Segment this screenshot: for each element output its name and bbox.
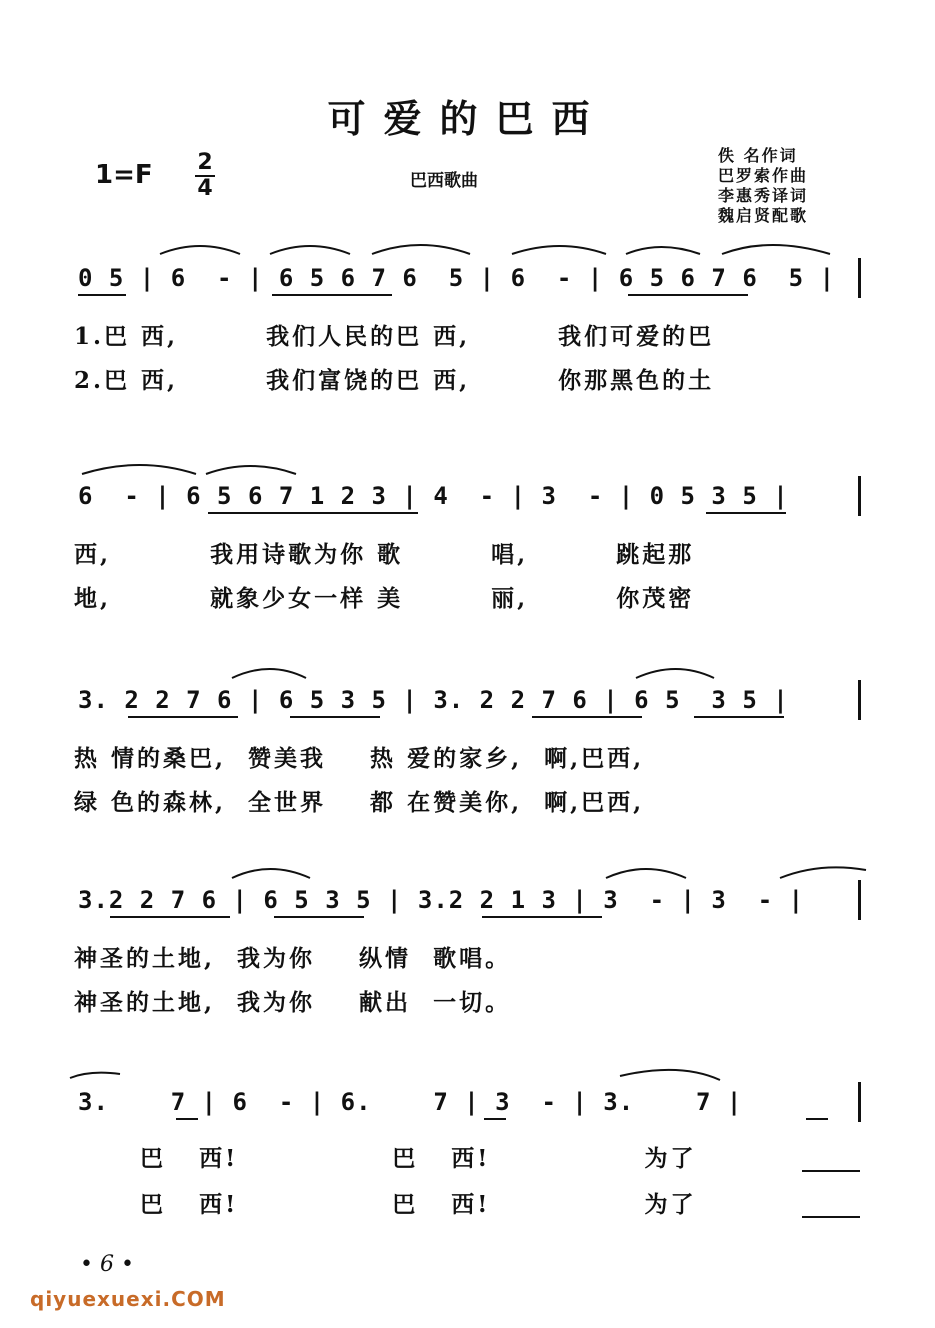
- system-2-lyric-verse-1: 西, 我用诗歌为你 歌 唱, 跳起那: [74, 541, 695, 568]
- system-3-lyric-verse-1: 热 情的桑巴, 赞美我 热 爱的家乡, 啊,巴西,: [74, 745, 645, 772]
- system-1-notes: 0 5 | 6 - | 6 5 6 7 6 5 | 6 - | 6 5 6 7 6 5 |: [78, 264, 836, 292]
- song-title: 可爱的巴西: [327, 96, 608, 141]
- system-3-lyric-verse-2: 绿 色的森林, 全世界 都 在赞美你, 啊,巴西,: [74, 789, 645, 816]
- system-4-lyric-verse-1: 神圣的土地, 我为你 纵情 歌唱。: [74, 945, 512, 972]
- slur-arc: [232, 669, 306, 678]
- slur-arc: [722, 245, 830, 254]
- system-2-lyric-verse-2: 地, 就象少女一样 美 丽, 你茂密: [74, 585, 695, 612]
- slur-arc: [606, 869, 686, 878]
- system-1-lyric-verse-2: 2.巴 西, 我们富饶的巴 西, 你那黑色的土: [74, 367, 715, 394]
- credit-arranger: 魏启贤配歌: [718, 206, 809, 225]
- slur-arc: [270, 246, 350, 254]
- time-signature-bottom: 4: [197, 176, 213, 201]
- slur-arc: [372, 245, 470, 254]
- system-4-notes: 3.2 2 7 6 | 6 5 3 5 | 3.2 2 1 3 | 3 - | 3 - |: [78, 886, 805, 914]
- slur-arc: [620, 1070, 720, 1080]
- credit-composer: 巴罗索作曲: [718, 166, 809, 185]
- credit-lyricist: 佚 名作词: [718, 146, 798, 165]
- slur-arc: [82, 465, 196, 474]
- slur-arc: [70, 1073, 120, 1078]
- system-5-lyric-verse-2: 巴 西! 巴 西! 为了: [74, 1191, 697, 1218]
- slur-arc: [232, 869, 310, 878]
- system-5-lyric-verse-1: 巴 西! 巴 西! 为了: [74, 1145, 697, 1172]
- time-signature-top: 2: [197, 150, 213, 175]
- slur-arc: [160, 246, 240, 254]
- system-4-lyric-verse-2: 神圣的土地, 我为你 献出 一切。: [74, 989, 512, 1016]
- system-2-notes: 6 - | 6 5 6 7 1 2 3 | 4 - | 3 - | 0 5 3 5 |: [78, 482, 789, 510]
- system-3-notes: 3. 2 2 7 6 | 6 5 3 5 | 3. 2 2 7 6 | 6 5 3 5 |: [78, 686, 789, 714]
- slur-arc: [512, 246, 606, 254]
- page-number: • 6 •: [80, 1252, 134, 1277]
- watermark-text: qiyuexuexi.COM: [30, 1287, 226, 1311]
- slur-arc: [780, 867, 866, 878]
- slur-arc: [626, 247, 700, 254]
- system-5-notes: 3. 7 | 6 - | 6. 7 | 3 - | 3. 7 |: [78, 1088, 743, 1116]
- slur-arc: [636, 669, 714, 678]
- credit-translator: 李惠秀译词: [718, 186, 809, 205]
- song-origin: 巴西歌曲: [410, 171, 478, 191]
- slur-arc: [206, 466, 296, 474]
- system-1-lyric-verse-1: 1.巴 西, 我们人民的巴 西, 我们可爱的巴: [74, 323, 715, 350]
- key-signature: 1=F: [95, 160, 153, 190]
